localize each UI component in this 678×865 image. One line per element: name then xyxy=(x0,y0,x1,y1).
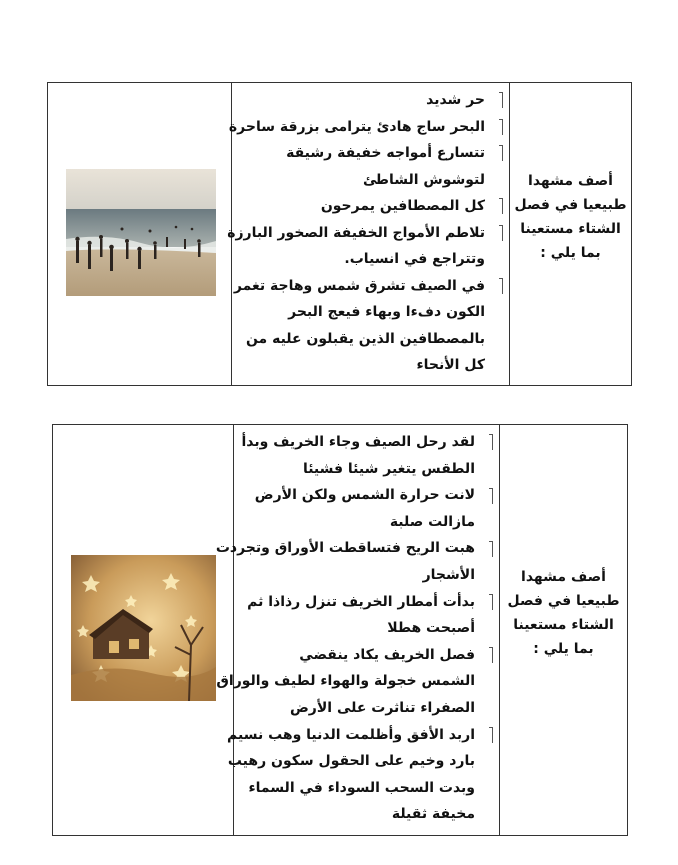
list-item: بدأت أمطار الخريف تنزل رذاذا ثم xyxy=(247,593,475,610)
list-item: الطقس يتغير شيئا فشيئا xyxy=(302,460,475,477)
list-item: وبدت السحب السوداء في السماء xyxy=(248,779,475,796)
list-item: مخيفة ثقيلة xyxy=(391,806,475,823)
list-item: لانت حرارة الشمس ولكن الأرض xyxy=(254,487,475,504)
autumn-table xyxy=(52,424,628,836)
list-item: بارد وخيم على الحقول سكون رهيب xyxy=(227,753,475,770)
list-item: البحر ساج هادئ يترامى بزرقة ساحرة xyxy=(228,118,485,135)
prompt-line: الشتاء مستعينا xyxy=(520,221,621,237)
prompt-cell xyxy=(509,83,631,385)
list-item: الكون دفءا وبهاء فيعج البحر xyxy=(288,304,485,320)
prompt-text xyxy=(510,169,631,265)
bullet-marker-icon xyxy=(502,119,503,135)
prompt-text xyxy=(500,565,627,661)
bullet-marker-icon xyxy=(492,647,493,663)
autumn-house-photo-icon xyxy=(71,555,216,701)
bullet-marker-icon xyxy=(492,488,493,504)
text-cell xyxy=(227,83,509,385)
bullet-marker-icon xyxy=(502,198,503,214)
bullet-marker-icon xyxy=(492,594,493,610)
list-item: وتتراجع في انسياب. xyxy=(344,251,485,267)
list-item: أصبحت هطلا xyxy=(387,620,475,637)
bullet-marker-icon xyxy=(502,278,503,294)
prompt-line: أصف مشهدا xyxy=(521,569,606,585)
beach-photo-icon xyxy=(66,169,216,296)
prompt-line: بما يلي : xyxy=(533,641,594,657)
list-item: اربد الأفق وأظلمت الدنيا وهب نسيم xyxy=(227,726,475,743)
list-item: حر شديد xyxy=(426,92,485,108)
image-cell xyxy=(48,83,232,385)
list-item: تلاطم الأمواج الخفيفة الصخور البارزة xyxy=(227,224,485,241)
bullet-marker-icon xyxy=(502,145,503,161)
image-cell xyxy=(53,425,234,835)
bullet-marker-icon xyxy=(492,434,493,450)
prompt-line: الشتاء مستعينا xyxy=(513,617,614,633)
list-item: هبت الريح فتساقطت الأوراق وتجردت xyxy=(215,540,475,557)
prompt-line: أصف مشهدا xyxy=(528,173,613,189)
list-item: في الصيف تشرق شمس وهاجة تغمر xyxy=(233,277,485,294)
summer-table xyxy=(47,82,632,386)
list-item: لقد رحل الصيف وجاء الخريف وبدأ xyxy=(241,434,475,450)
list-item: لتوشوش الشاطئ xyxy=(362,171,485,188)
list-item: كل المصطافين يمرحون xyxy=(320,198,485,214)
text-cell xyxy=(215,425,499,835)
list-item: الأشجار xyxy=(422,567,475,583)
prompt-line: طبيعيا في فصل xyxy=(507,593,620,609)
bullet-marker-icon xyxy=(502,92,503,108)
prompt-line: بما يلي : xyxy=(540,245,601,261)
list-item: الصفراء تناثرت على الأرض xyxy=(289,700,475,716)
list-item: الشمس خجولة والهواء لطيف والوراق xyxy=(216,673,475,690)
prompt-line: طبيعيا في فصل xyxy=(514,197,627,213)
prompt-cell xyxy=(499,425,627,835)
bullet-marker-icon xyxy=(492,541,493,557)
list-item: تتسارع أمواجه خفيفة رشيقة xyxy=(286,145,485,161)
list-item: بالمصطافين الذين يقبلون عليه من xyxy=(245,330,485,347)
list-item: مازالت صلبة xyxy=(389,513,475,530)
bullet-marker-icon xyxy=(502,225,503,241)
bullet-marker-icon xyxy=(492,727,493,743)
list-item: فصل الخريف يكاد ينقضي xyxy=(299,646,475,663)
list-item: كل الأنحاء xyxy=(416,357,485,373)
